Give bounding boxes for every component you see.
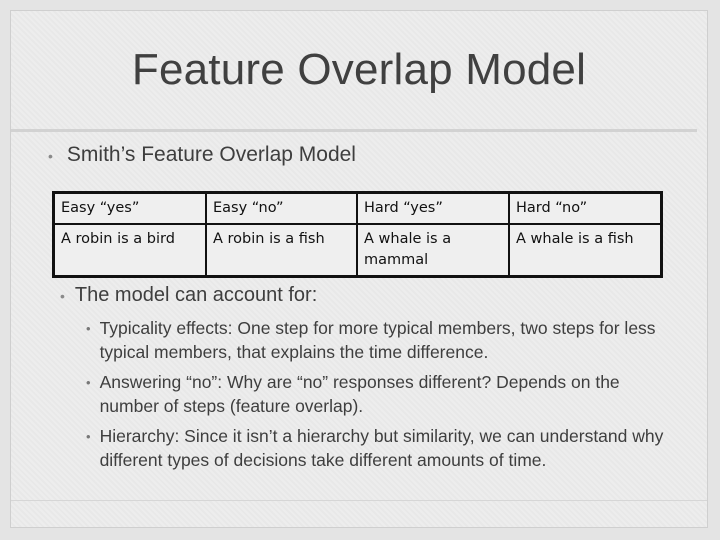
table-cell: A whale is a fish: [509, 224, 662, 277]
table-cell: Hard “no”: [509, 193, 662, 225]
bullet-dot: •: [86, 375, 91, 390]
feature-overlap-table: [52, 191, 663, 278]
main-bullet: [60, 284, 317, 307]
heading-bullet: [48, 143, 356, 167]
bottom-divider: [11, 500, 707, 501]
table-cell: A robin is a bird: [54, 224, 207, 277]
table-cell: Easy “no”: [206, 193, 357, 225]
sub-bullet-text: Hierarchy: Since it isn’t a hierarchy but similarity, we can understand why different types of decisions take different amounts of time.: [99, 426, 664, 470]
heading-bullet-text: Smith’s Feature Overlap Model: [66, 143, 356, 166]
table-cell: Hard “yes”: [357, 193, 509, 225]
list-item: [86, 316, 676, 364]
table-cell: Easy “yes”: [54, 193, 207, 225]
title-area: [11, 11, 707, 129]
table-cell: A whale is a mammal: [357, 224, 509, 277]
bullet-dot: •: [86, 429, 91, 444]
table-row: [54, 224, 662, 277]
main-bullet-text: The model can account for:: [74, 284, 318, 306]
title-divider: [11, 129, 697, 132]
sub-bullet-list: [86, 316, 676, 478]
slide-title: Feature Overlap Model: [131, 45, 587, 94]
table-row: [54, 193, 662, 225]
list-item: [86, 424, 676, 472]
bullet-dot: •: [60, 288, 65, 304]
sub-bullet-text: Answering “no”: Why are “no” responses different? Depends on the number of steps (feature overlap).: [99, 372, 620, 416]
sub-bullet-text: Typicality effects: One step for more typical members, two steps for less typical members, that explains the time difference.: [99, 318, 656, 362]
list-item: [86, 370, 676, 418]
bullet-dot: •: [48, 148, 53, 164]
table-cell: A robin is a fish: [206, 224, 357, 277]
bullet-dot: •: [86, 321, 91, 336]
